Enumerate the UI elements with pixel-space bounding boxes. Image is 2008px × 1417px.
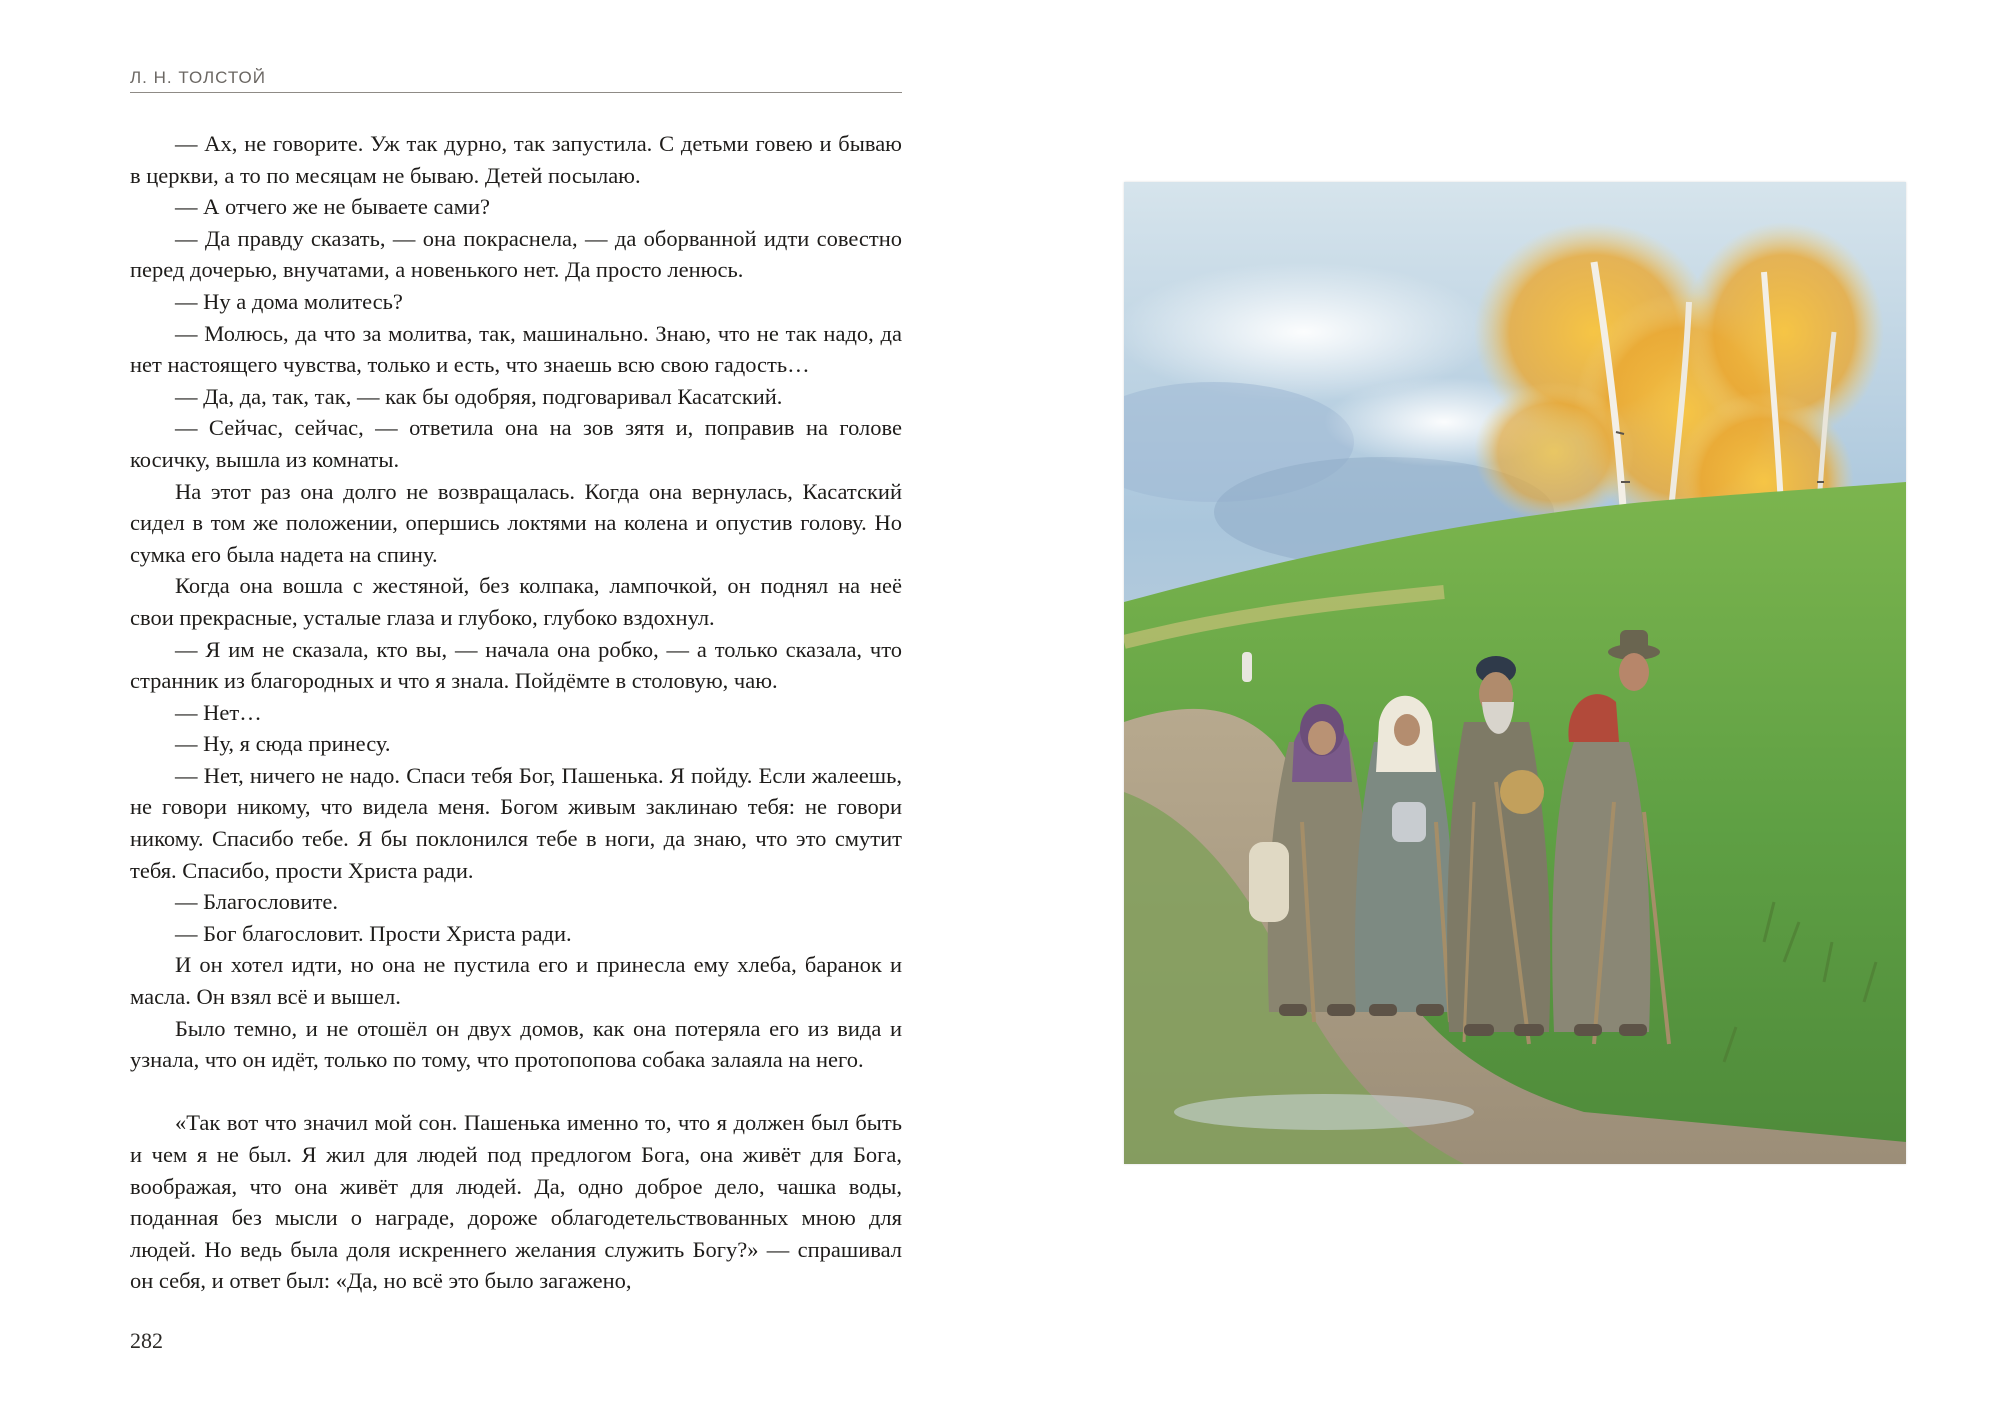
paragraph: — Нет… [175,699,262,725]
paragraph: — Я им не сказала, кто вы, — начала она робко, — а только сказала, что странник из благородных и что я знала. Пойдёмте в столовую, чаю. [130,636,902,694]
paragraph: — Ах, не говорите. Уж так дурно, так запустила. С детьми говею и бываю в церкви, а то по месяцам не бываю. Детей посылаю. [130,131,902,188]
distant-figure [1242,652,1252,682]
paragraph: Было темно, и не отошёл он двух домов, как она потеряла его из вида и узнала, что он идёт, только по тому, что протопопова собака залаяла на него. [130,1015,902,1073]
running-head: Л. Н. ТОЛСТОЙ [130,68,266,87]
paragraph: — Бог благословит. Прости Христа ради. [175,920,572,946]
body-text [130,128,902,1297]
paragraph: — А отчего же не бываете сами? [175,194,490,220]
header-rule [130,92,902,93]
paragraph: — Молюсь, да что за молитва, так, машинально. Знаю, что не так надо, да нет настоящего чувства, только и есть, что знаешь всю свою гадость… [130,320,902,378]
paragraph: — Ну, я сюда принесу. [175,731,391,757]
paragraph: Когда она вошла с жестяной, без колпака, лампочкой, он поднял на неё свои прекрасные, усталые глаза и глубоко, глубоко вздохнул. [130,573,902,630]
page-number: 282 [130,1328,163,1353]
puddle [1174,1094,1474,1130]
pilgrims-painting [1124,182,1906,1164]
paragraph: — Нет, ничего не надо. Спаси тебя Бог, Пашенька. Я пойду. Если жалеешь, не говори никому, что видела меня. Богом живым заклинаю тебя: не говори никому. Спасибо тебе. Я бы поклонился тебе в ноги, да знаю, что это смутит тебя. Спасибо, прости Христа ради. [130,762,902,883]
paragraph: На этот раз она долго не возвращалась. Когда она вернулась, Касатский сидел в том же положении, опершись локтями на колена и опустив голову. Но сумка его была надета на спину. [130,478,902,567]
paragraph: — Сейчас, сейчас, — ответила она на зов зятя и, поправив на голове косичку, вышла из комнаты. [130,415,902,472]
paragraph: — Ну а дома молитесь? [175,288,403,314]
right-page [1004,0,2008,1417]
paragraph: — Да правду сказать, — она покраснела, — да оборванной идти совестно перед дочерью, внучатами, а новенького нет. Да просто ленюсь. [130,225,902,283]
section-paragraph: «Так вот что значил мой сон. Пашенька именно то, что я должен был быть и чем я не был. Я жил для людей под предлогом Бога, она живёт для Бога, воображая, что она живёт для людей. Да, одно доброе дело, чашка воды, поданная без мысли о награде, дороже облагодетельствованных мною для людей. Но ведь была доля искреннего желания служить Богу?» — спрашивал он себя, и ответ был: «Да, но всё это было загажено, [130,1110,902,1294]
paragraph: — Да, да, так, так, — как бы одобряя, подговаривал Касатский. [175,383,783,409]
paragraph: И он хотел идти, но она не пустила его и принесла ему хлеба, баранок и масла. Он взял всё и вышел. [130,952,902,1010]
watercolor-illustration [1124,182,1906,1164]
paragraph: — Благословите. [175,889,339,915]
